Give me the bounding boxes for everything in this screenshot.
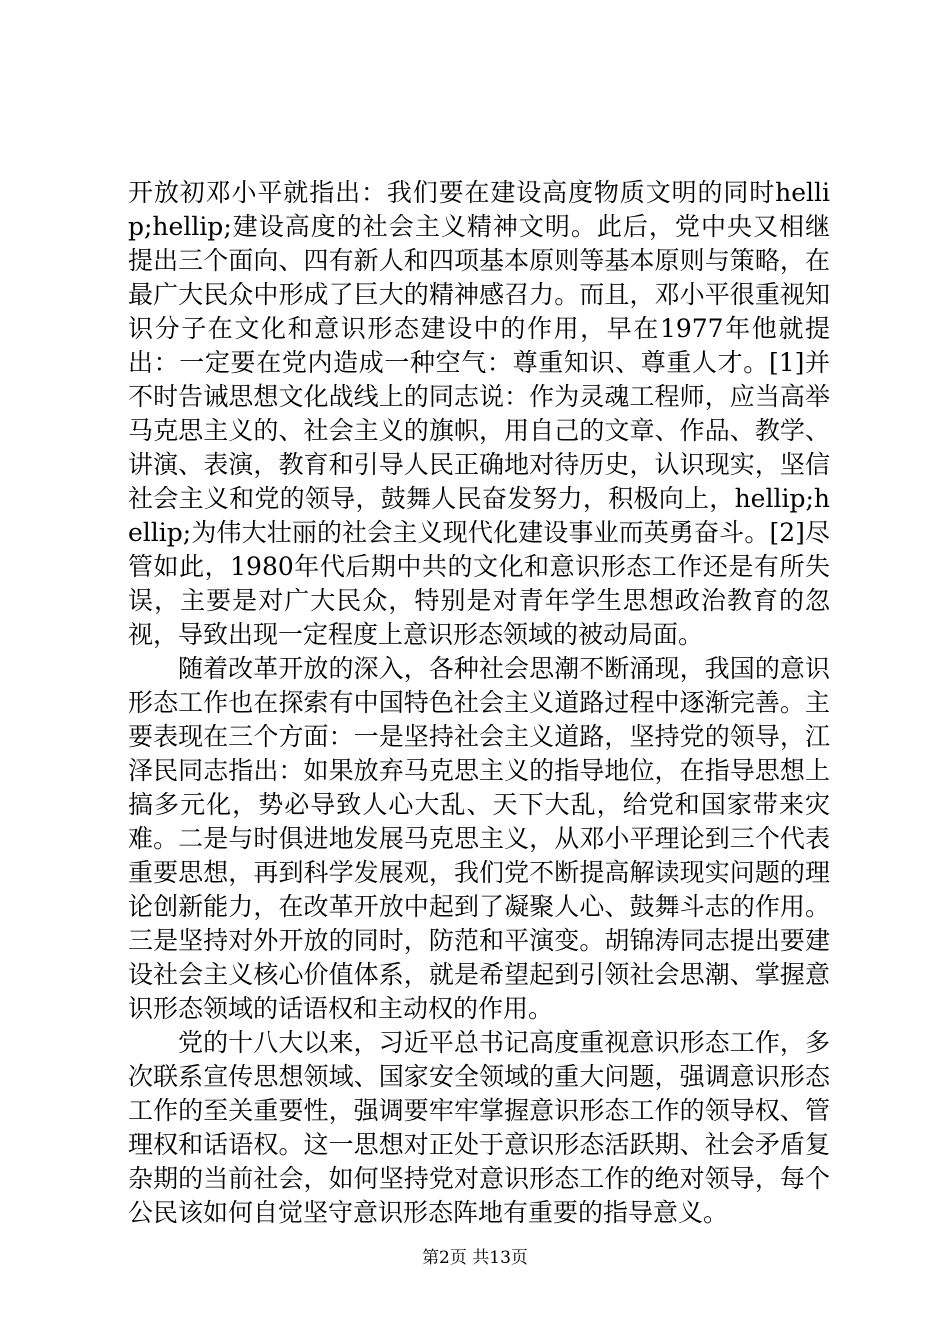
paragraph-2: 随着改革开放的深入，各种社会思潮不断涌现，我国的意识形态工作也在探索有中国特色社会主义道路过程中逐渐完善。主要表现在三个方面：一是坚持社会主义道路，坚持党的领导，江泽民同志指出：如果放弃马克思主义的指导地位，在指导思想上搞多元化，势必导致人心大乱、天下大乱，给党和国家带来灾难。二是与时俱进地发展马克思主义，从邓小平理论到三个代表重要思想，再到科学发展观，我们党不断提高解读现实问题的理论创新能力，在改革开放中起到了凝聚人心、鼓舞斗志的作用。三是坚持对外开放的同时，防范和平演变。胡锦涛同志提出要建设社会主义核心价值体系，就是希望起到引领社会思潮、掌握意识形态领域的话语权和主动权的作用。 [128,654,830,1023]
paragraph-3: 党的十八大以来，习近平总书记高度重视意识形态工作，多次联系宣传思想领域、国家安全领域的重大问题，强调意识形态工作的至关重要性，强调要牢牢掌握意识形态工作的领导权、管理权和话语权。这一思想对正处于意识形态活跃期、社会矛盾复杂期的当前社会，如何坚持党对意识形态工作的绝对领导，每个公民该如何自觉坚守意识形态阵地有重要的指导意义。 [128,1028,830,1227]
page-number: 第2页 共13页 [422,1248,528,1268]
paragraph-1: 开放初邓小平就指出：我们要在建设高度物质文明的同时hellip;hellip;建设高度的社会主义精神文明。此后，党中央又相继提出三个面向、四有新人和四项基本原则等基本原则与策略，在最广大民众中形成了巨大的精神感召力。而且，邓小平很重视知识分子在文化和意识形态建设中的作用，早在1977年他就提出：一定要在党内造成一种空气：尊重知识、尊重人才。[1]并不时告诫思想文化战线上的同志说：作为灵魂工程师，应当高举马克思主义的、社会主义的旗帜，用自己的文章、作品、教学、讲演、表演，教育和引导人民正确地对待历史，认识现实，坚信社会主义和党的领导，鼓舞人民奋发努力，积极向上，hellip;hellip;为伟大壮丽的社会主义现代化建设事业而英勇奋斗。[2]尽管如此，1980年代后期中共的文化和意识形态工作还是有所失误，主要是对广大民众，特别是对青年学生思想政治教育的忽视，导致出现一定程度上意识形态领域的被动局面。 [128,178,830,649]
body-text [128,176,830,1230]
page-footer [0,1247,950,1269]
